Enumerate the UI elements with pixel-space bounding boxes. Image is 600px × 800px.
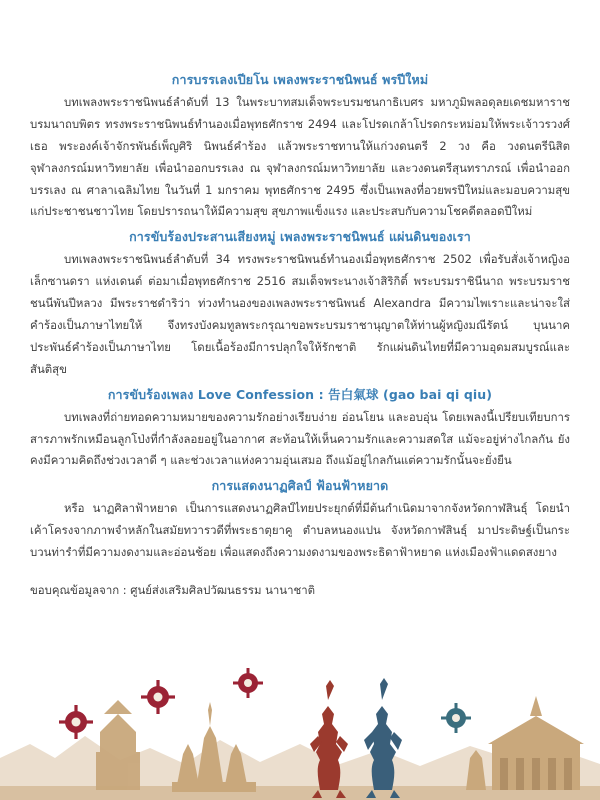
section-3-heading: การขับร้องเพลง Love Confession : 告白氣球 (gao bai qi qiu) [107,386,493,402]
data-credit: ขอบคุณข้อมูลจาก : ศูนย์ส่งเสริมศิลปวัฒนธรรม นานาชาติ [30,583,316,598]
section-1-body: บทเพลงพระราชนิพนธ์ลำดับที่ 13 ในพระบาทสมเด็จพระบรมชนกาธิเบศร มหาภูมิพลอดุลยเดชมหาราช บรมนาถบพิตร ทรงพระราชนิพนธ์ทำนองเมื่อพุทธศักราช 2494 และโปรดเกล้าโปรดกระหม่อมให้พระเจ้าวรวงศ์เธอ พระองค์เจ้าจักรพันธ์เพ็ญศิริ นิพนธ์คำร้อง แล้วพระราชทานให้แก่วงดนตรี 2 วง คือ วงดนตรีนิสิตจุฬาลงกรณ์มหาวิทยาลัย เพื่อนำออกบรรเลง ณ จุฬาลงกรณ์มหาวิทยาลัย และวงดนตรีสุนทราภรณ์ เพื่อนำออกบรรเลง ณ ศาลาเฉลิมไทย ในวันที่ 1 มกราคม พุทธศักราช 2495 ซึ่งเป็นเพลงที่อวยพรปีใหม่และมอบความสุขแก่ประชาชนชาวไทย โดยปรารถนาให้มีความสุข สุขภาพแข็งแรง และประสบกับความโชคดีตลอดปีใหม่ [30,95,570,219]
section-4 [30,476,570,564]
thai-skyline-silhouette-decoration [0,640,600,800]
section-3-body: บทเพลงที่ถ่ายทอดความหมายของความรักอย่างเรียบง่าย อ่อนโยน และอบอุ่น โดยเพลงนี้เปรียบเทียบการสารภาพรักเหมือนลูกโป่งที่กำลังลอยอยู่ในอากาศ สะท้อนให้เห็นความรักและความสดใส แม้จะอยู่ห่างไกลกัน ยังคงมีความคิดถึงช่วงเวลาดี ๆ และช่วงเวลาแห่งความอุ่นเสมอ ถึงแม้อยู่ไกลกันแต่ความรักนั้นจะยั่งยืน [30,409,570,468]
section-4-body: หรือ นาฏศิลาฟ้าหยาด เป็นการแสดงนาฏศิลป์ไทยประยุกต์ที่มีต้นกำเนิดมาจากจังหวัดกาฬสินธุ์ โดยนำเค้าโครงจากภาพจำหลักในสมัยทวารวดีที่พระธาตุยาคู ตำบลหนองแปน จังหวัดกาฬสินธุ์ มาประดิษฐ์เป็นกระบวนท่ารำที่มีความงดงามและอ่อนช้อย เพื่อแสดงถึงความงดงามของพระธิดาฟ้าหยาด แห่งเมืองฟ้าแดดสงยาง [30,501,570,560]
section-1 [30,70,570,223]
section-4-heading: การแสดงนาฏศิลป์ ฟ้อนฟ้าหยาด [211,478,389,494]
section-1-heading: การบรรเลงเปียโน เพลงพระราชนิพนธ์ พรปีใหม่ [171,72,429,87]
section-2-heading: การขับร้องประสานเสียงหมู่ เพลงพระราชนิพนธ์ แผ่นดินของเรา [129,229,471,245]
section-2 [30,227,570,380]
section-2-body: บทเพลงพระราชนิพนธ์ลำดับที่ 34 ทรงพระราชนิพนธ์ทำนองเมื่อพุทธศักราช 2502 เพื่อรับสั่งเจ้าหญิงอเล็กซานดรา แห่งเดนต์ ต่อมาเมื่อพุทธศักราช 2516 สมเด็จพระนางเจ้าสิริกิติ์ พระบรมราชินีนาถ พระบรมราชชนนีพันปีหลวง มีพระราชดำริว่า ท่วงทำนองของเพลงพระราชนิพนธ์ Alexandra มีความไพเราะและน่าจะใส่คำร้องเป็นภาษาไทยให้ จึงทรงบังคมทูลพระกรุณาขอพระบรมราชานุญาตให้ท่านผู้หญิงมณีรัตน์ บุนนาค ประพันธ์คำร้องเป็นภาษาไทย โดยเนื้อร้องมีการปลุกใจให้รักชาติ รักแผ่นดินไทยที่มีความอุดมสมบูรณ์และสันติสุข [30,252,570,376]
section-3 [30,385,570,473]
